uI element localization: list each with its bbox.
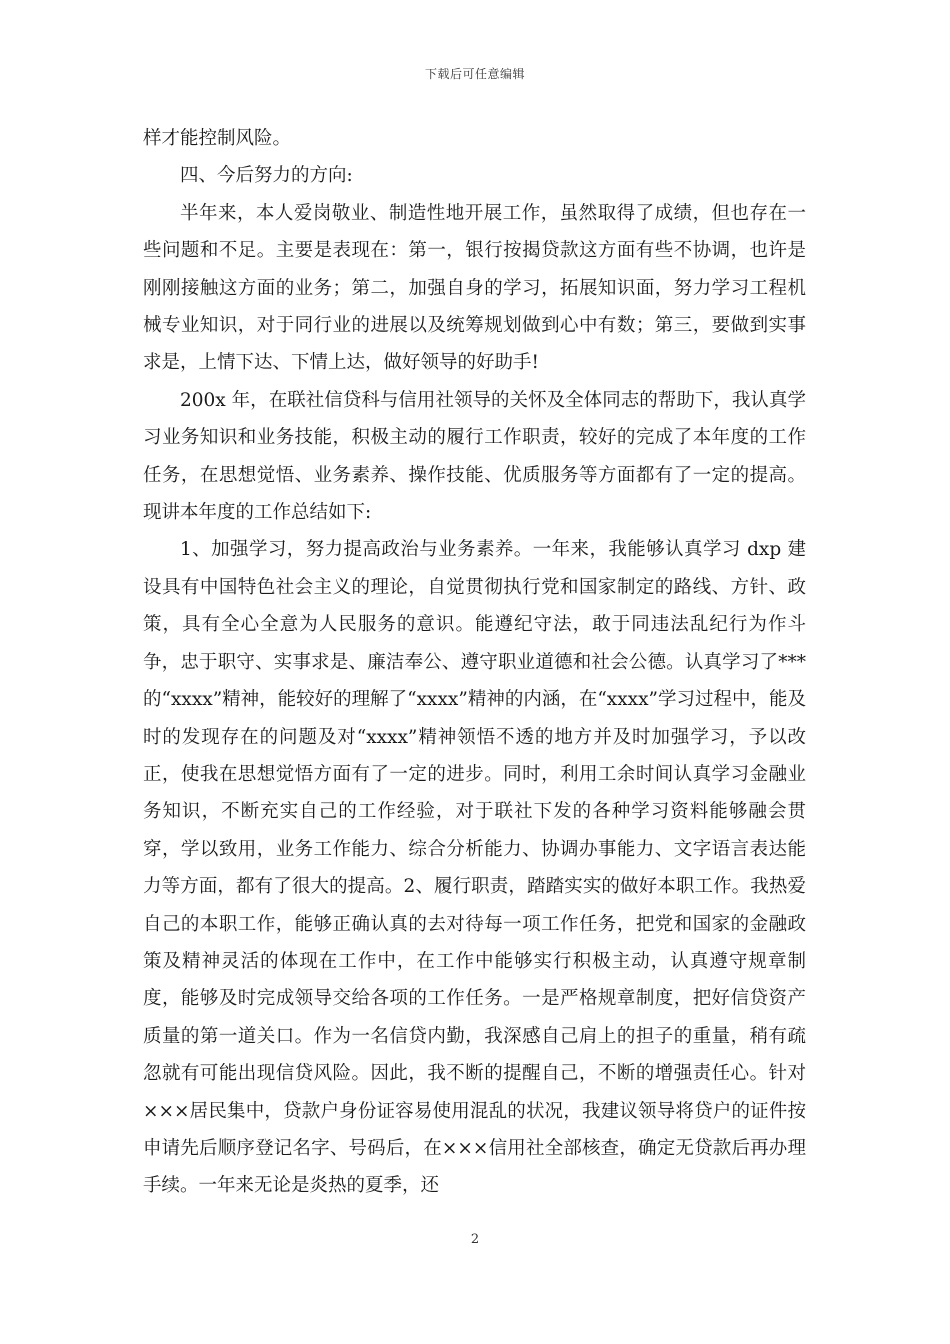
paragraph: 半年来，本人爱岗敬业、制造性地开展工作，虽然取得了成绩，但也存在一些问题和不足。主要是表现在：第一，银行按揭贷款这方面有些不协调，也许是刚刚接触这方面的业务；第二，加强自身的学习，拓展知识面，努力学习工程机械专业知识，对于同行业的进展以及统筹规划做到心中有数；第三，要做到实事求是，上情下达、下情上达，做好领导的好助手! bbox=[143, 202, 806, 374]
page-header: 下载后可任意编辑 bbox=[424, 67, 525, 81]
section-heading: 四、今后努力的方向: bbox=[180, 165, 353, 187]
page-number: 2 bbox=[470, 1232, 480, 1247]
paragraph-continuation: 样才能控制风险。 bbox=[143, 128, 292, 149]
document-body bbox=[143, 120, 806, 1205]
paragraph: 1、加强学习，努力提高政治与业务素养。一年来，我能够认真学习 dxp 建设具有中国特色社会主义的理论，自觉贯彻执行党和国家制定的路线、方针、政策，具有全心全意为人民服务的意识。能遵纪守法，敢于同违法乱纪行为作斗争，忠于职守、实事求是、廉洁奉公、遵守职业道德和社会公德。认真学习了***的“xxxx”精神，能较好的理解了“xxxx”精神的内涵，在“xxxx”学习过程中，能及时的发现存在的问题及对“xxxx”精神领悟不透的地方并及时加强学习，予以改正，使我在思想觉悟方面有了一定的进步。同时，利用工余时间认真学习金融业务知识，不断充实自己的工作经验，对于联社下发的各种学习资料能够融会贯穿，学以致用，业务工作能力、综合分析能力、协调办事能力、文字语言表达能力等方面，都有了很大的提高。2、履行职责，踏踏实实的做好本职工作。我热爱自己的本职工作，能够正确认真的去对待每一项工作任务，把党和国家的金融政策及精神灵活的体现在工作中，在工作中能够实行积极主动，认真遵守规章制度，能够及时完成领导交给各项的工作任务。一是严格规章制度，把好信贷资产质量的第一道关口。作为一名信贷内勤，我深感自己肩上的担子的重量，稍有疏忽就有可能出现信贷风险。因此，我不断的提醒自己，不断的增强责任心。针对×××居民集中，贷款户身份证容易使用混乱的状况，我建议领导将贷户的证件按申请先后顺序登记名字、号码后，在×××信用社全部核查，确定无贷款后再办理手续。一年来无论是炎热的夏季，还 bbox=[143, 539, 806, 1197]
paragraph: 200x 年，在联社信贷科与信用社领导的关怀及全体同志的帮助下，我认真学习业务知识和业务技能，积极主动的履行工作职责，较好的完成了本年度的工作任务，在思想觉悟、业务素养、操作技能、优质服务等方面都有了一定的提高。现讲本年度的工作总结如下: bbox=[143, 389, 806, 524]
